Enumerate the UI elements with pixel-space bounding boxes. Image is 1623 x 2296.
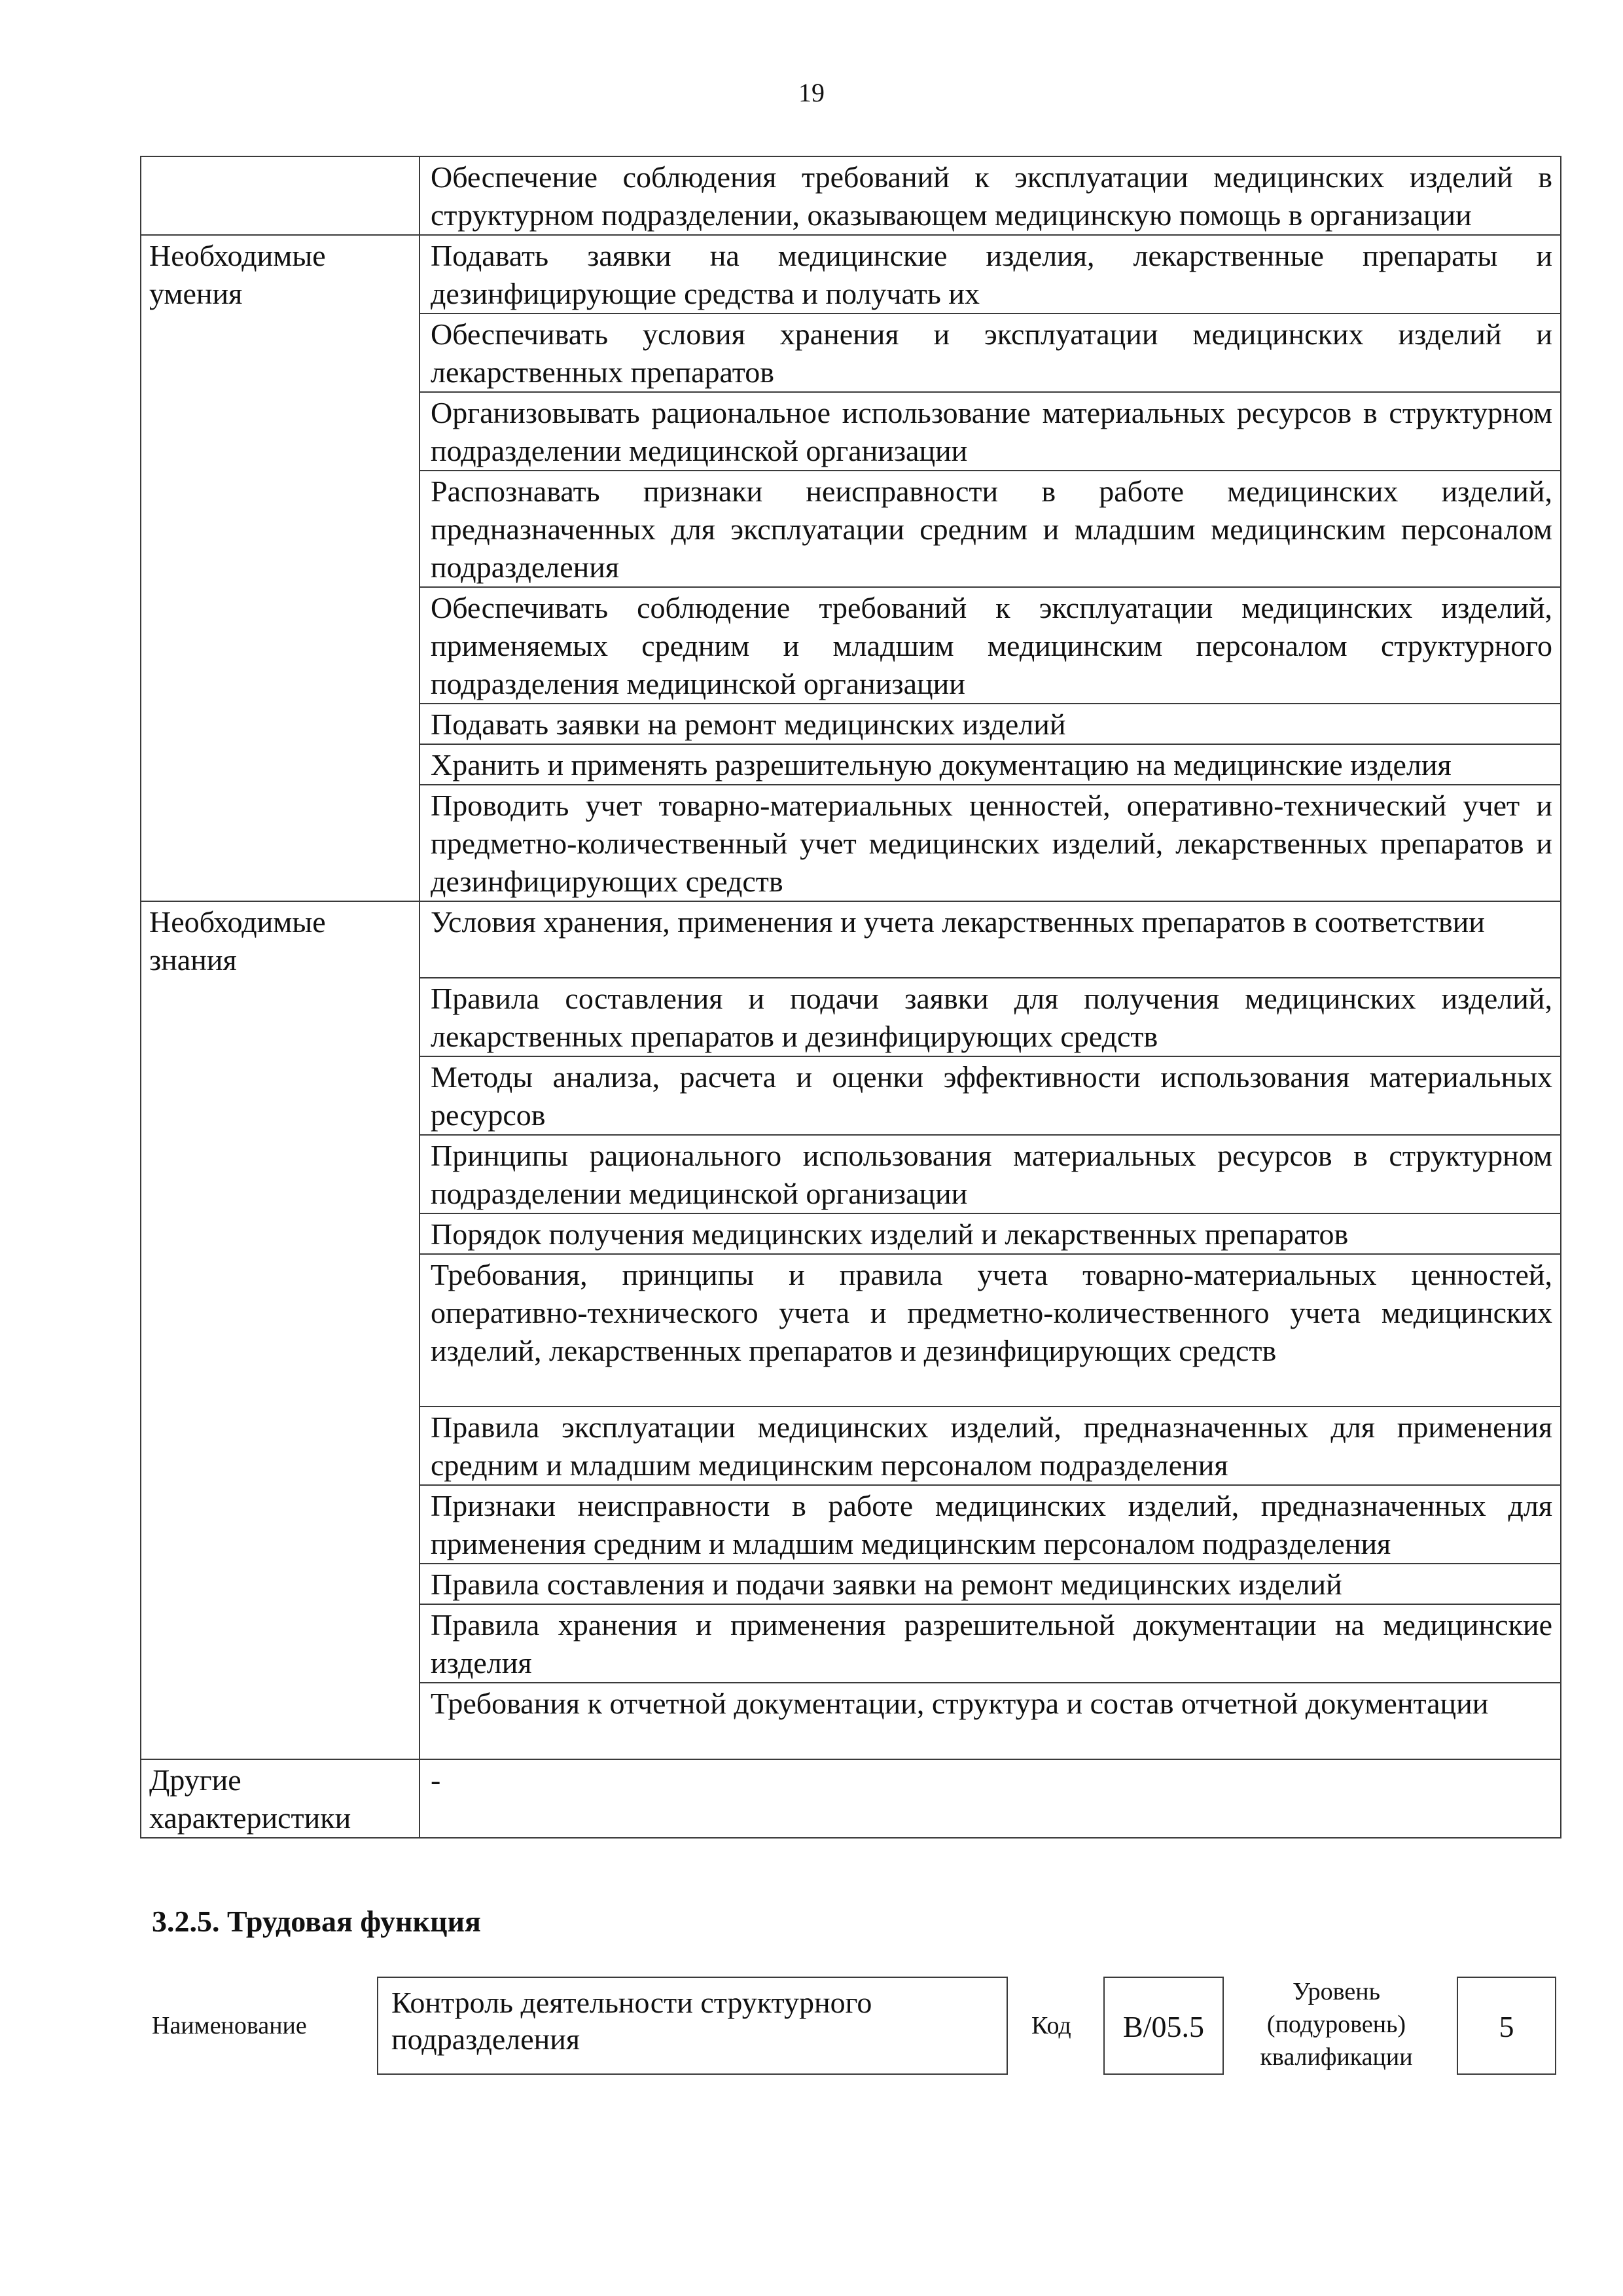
table-row xyxy=(141,901,1561,978)
row-value: Обеспечивать условия хранения и эксплуатации медицинских изделий и лекарственных препаратов xyxy=(419,314,1561,392)
qualification-level-label: Уровень (подуровень) квалификации xyxy=(1260,1978,1413,2071)
row-value: Принципы рационального использования материальных ресурсов в структурном подразделении медицинской организации xyxy=(419,1135,1561,1213)
function-code-box: B/05.5 xyxy=(1103,1977,1224,2075)
other-characteristics-label: Другие характеристики xyxy=(141,1759,419,1838)
row-value: Хранить и применять разрешительную документацию на медицинские изделия xyxy=(419,744,1561,785)
row-value: Требования, принципы и правила учета товарно-материальных ценностей, оперативно-технического учета и предметно-количественного учета медицинских изделий, лекарственных препаратов и дезинфицирующих средств xyxy=(419,1254,1561,1407)
row-value: Правила эксплуатации медицинских изделий, предназначенных для применения средним и младшим медицинским персоналом подразделения xyxy=(419,1407,1561,1485)
row-value: Признаки неисправности в работе медицинских изделий, предназначенных для применения средним и младшим медицинским персоналом подразделения xyxy=(419,1485,1561,1564)
row-value: Обеспечивать соблюдение требований к эксплуатации медицинских изделий, применяемых средним и младшим медицинским персоналом структурного подразделения медицинской организации xyxy=(419,587,1561,704)
row-value: Правила составления и подачи заявки для получения медицинских изделий, лекарственных препаратов и дезинфицирующих средств xyxy=(419,978,1561,1056)
row-label xyxy=(141,156,419,235)
page-number: 19 xyxy=(798,78,825,107)
table-row xyxy=(141,1759,1561,1838)
section-heading: 3.2.5. Трудовая функция xyxy=(152,1905,481,1938)
row-value: Распознавать признаки неисправности в работе медицинских изделий, предназначенных для эксплуатации средним и младшим медицинским персоналом подразделения xyxy=(419,471,1561,587)
row-value: Методы анализа, расчета и оценки эффективности использования материальных ресурсов xyxy=(419,1056,1561,1135)
row-value: Требования к отчетной документации, структура и состав отчетной документации xyxy=(419,1683,1561,1759)
row-value: - xyxy=(419,1759,1561,1838)
function-name-box: Контроль деятельности структурного подразделения xyxy=(377,1977,1008,2075)
row-value: Обеспечение соблюдения требований к эксплуатации медицинских изделий в структурном подразделении, оказывающем медицинскую помощь в организации xyxy=(419,156,1561,235)
row-value: Порядок получения медицинских изделий и лекарственных препаратов xyxy=(419,1213,1561,1254)
row-value: Организовывать рациональное использование материальных ресурсов в структурном подразделении медицинской организации xyxy=(419,392,1561,471)
row-value: Подавать заявки на ремонт медицинских изделий xyxy=(419,704,1561,744)
code-label: Код xyxy=(1031,2012,1071,2039)
name-label: Наименование xyxy=(152,2012,307,2039)
row-value: Правила хранения и применения разрешительной документации на медицинские изделия xyxy=(419,1604,1561,1683)
row-value: Условия хранения, применения и учета лекарственных препаратов в соответствии xyxy=(419,901,1561,978)
qualification-level-box: 5 xyxy=(1457,1977,1556,2075)
knowledge-label: Необходимые знания xyxy=(141,901,419,1759)
row-value: Проводить учет товарно-материальных ценностей, оперативно-технический учет и предметно-количественный учет медицинских изделий, лекарственных препаратов и дезинфицирующих средств xyxy=(419,785,1561,901)
row-value: Правила составления и подачи заявки на ремонт медицинских изделий xyxy=(419,1564,1561,1604)
row-value: Подавать заявки на медицинские изделия, лекарственные препараты и дезинфицирующие средства и получать их xyxy=(419,235,1561,314)
table-row xyxy=(141,156,1561,235)
skills-label: Необходимые умения xyxy=(141,235,419,901)
table-row xyxy=(141,235,1561,314)
requirements-table xyxy=(140,156,1561,1839)
